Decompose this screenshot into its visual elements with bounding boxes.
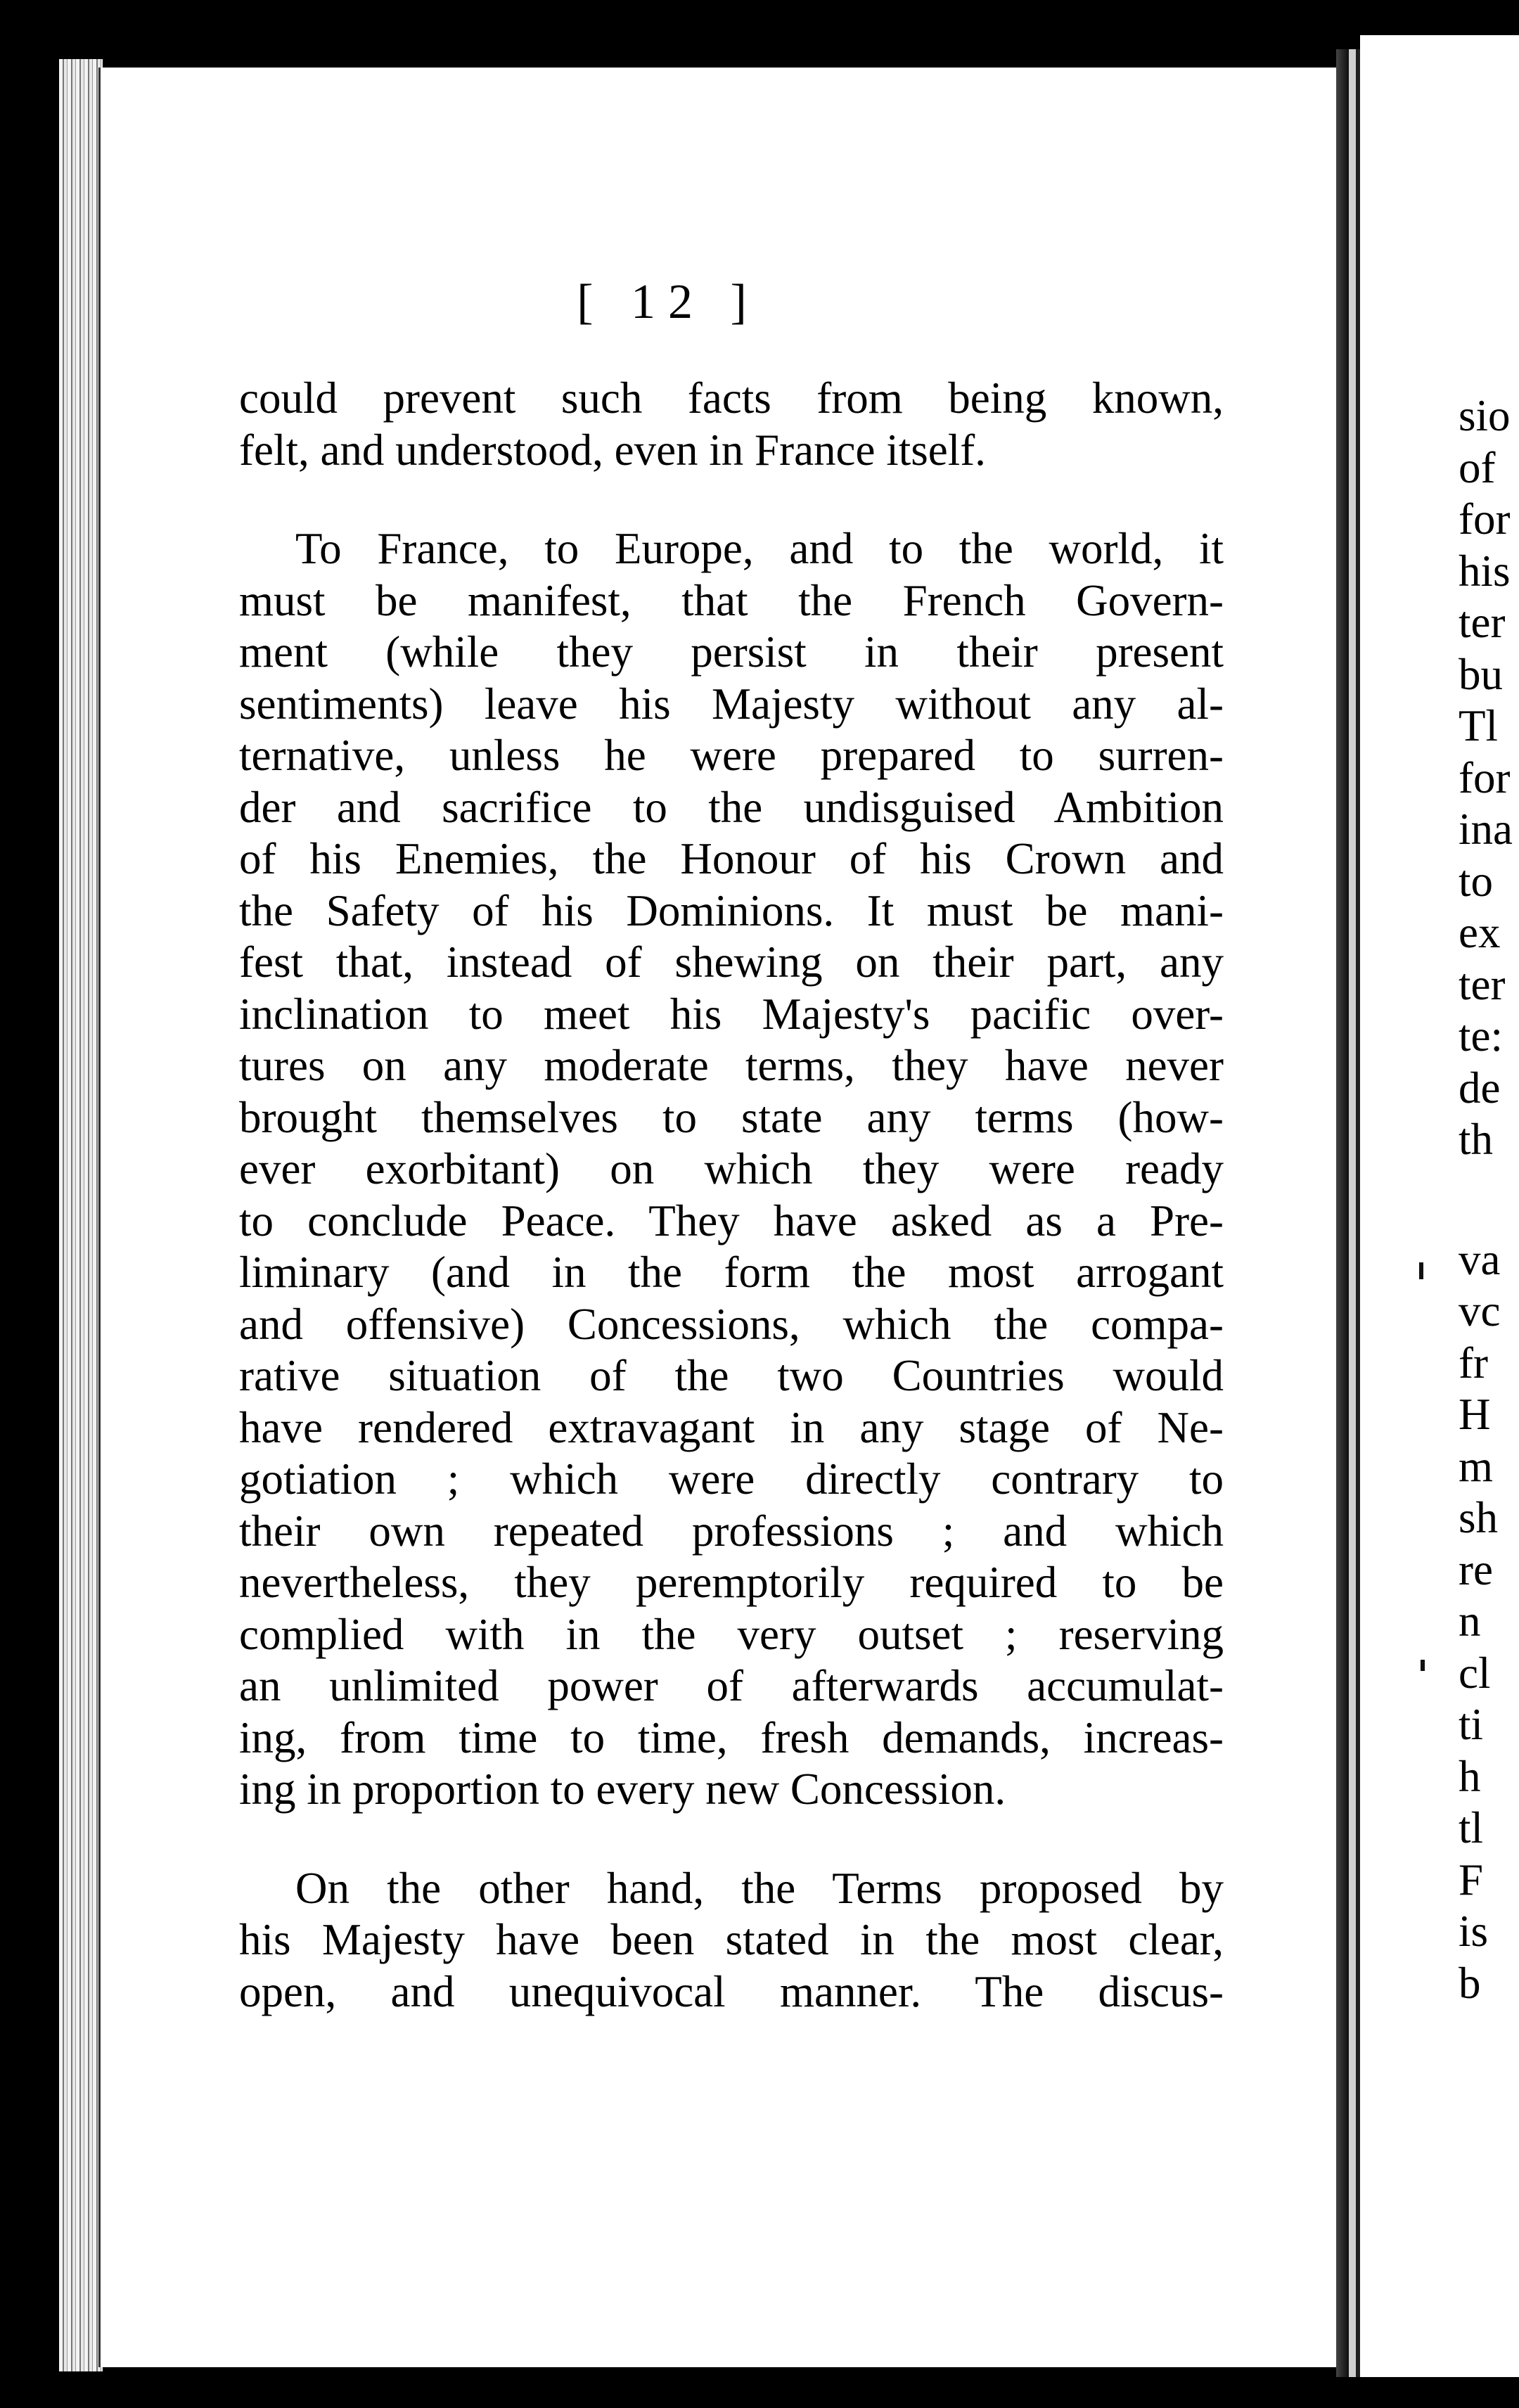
fragment: for (1459, 494, 1511, 544)
fragment: m (1459, 1441, 1494, 1491)
text-line: felt, and understood, even in France itself. (239, 425, 986, 475)
text-line: the Safety of his Dominions. It must be mani- (239, 885, 1224, 935)
fragment: ter (1459, 959, 1506, 1009)
text-line: brought themselves to state any terms (how- (239, 1092, 1224, 1142)
fragment: th (1459, 1115, 1494, 1164)
text-line: of his Enemies, the Honour of his Crown and (239, 834, 1224, 883)
fragment: Tl (1459, 701, 1498, 750)
text-line: inclination to meet his Majesty's pacific over- (239, 989, 1224, 1039)
fragment: of (1459, 442, 1496, 492)
fragment: ina (1459, 805, 1513, 854)
right-page-text-fragments (1459, 390, 1519, 2009)
fragment: fr (1459, 1338, 1488, 1388)
text-line: rative situation of the two Countries would (239, 1351, 1224, 1400)
fragment: to (1459, 856, 1494, 906)
fragment: F (1459, 1855, 1484, 1904)
fragment: h (1459, 1751, 1481, 1801)
gutter-highlight (1349, 49, 1356, 2384)
left-page-text (239, 373, 1224, 2018)
text-line: have rendered extravagant in any stage of Ne- (239, 1402, 1224, 1452)
page-edges (59, 59, 103, 2371)
text-line: ing in proportion to every new Concession. (239, 1765, 1006, 1814)
fragment: cl (1459, 1648, 1491, 1698)
text-line: ever exorbitant) on which they were ready (239, 1144, 1224, 1193)
text-line: ternative, unless he were prepared to surren- (239, 731, 1224, 780)
fragment: sh (1459, 1493, 1499, 1542)
fragment: n (1459, 1596, 1481, 1646)
text-line: der and sacrifice to the undisguised Ambition (239, 782, 1224, 832)
text-line: liminary (and in the form the most arrogant (239, 1248, 1224, 1297)
page-number: [ 12 ] (577, 275, 760, 329)
ink-speck (1419, 1262, 1423, 1279)
text-line: his Majesty have been stated in the most clear, (239, 1915, 1224, 1964)
text-line: could prevent such facts from being known, (239, 373, 1224, 423)
fragment: vc (1459, 1286, 1501, 1336)
fragment: is (1459, 1907, 1489, 1956)
text-line: To France, to Europe, and to the world, it (295, 524, 1224, 573)
scan-bottom-border (0, 2377, 1519, 2408)
fragment: his (1459, 546, 1511, 596)
text-line: an unlimited power of afterwards accumulat- (239, 1661, 1224, 1710)
text-line: gotiation ; which were directly contrary to (239, 1454, 1224, 1504)
fragment: re (1459, 1544, 1493, 1594)
text-line: to conclude Peace. They have asked as a Pre- (239, 1196, 1224, 1245)
fragment: b (1459, 1958, 1481, 2008)
fragment: tl (1459, 1803, 1484, 1852)
text-line: tures on any moderate terms, they have never (239, 1041, 1224, 1090)
fragment: sio (1459, 391, 1511, 440)
fragment: ter (1459, 598, 1506, 647)
text-line: ing, from time to time, fresh demands, increas- (239, 1712, 1224, 1762)
text-line: fest that, instead of shewing on their part, any (239, 937, 1224, 987)
fragment: te: (1459, 1011, 1503, 1061)
fragment: ex (1459, 908, 1501, 957)
book-gutter (1336, 49, 1360, 2384)
text-line: open, and unequivocal manner. The discus- (239, 1966, 1224, 2016)
fragment: bu (1459, 649, 1503, 699)
text-line: sentiments) leave his Majesty without any al- (239, 679, 1224, 729)
fragment: H (1459, 1390, 1491, 1439)
text-line: On the other hand, the Terms proposed by (295, 1863, 1224, 1913)
text-line: ment (while they persist in their present (239, 627, 1224, 677)
text-line: nevertheless, they peremptorily required to be (239, 1558, 1224, 1607)
fragment: ti (1459, 1700, 1484, 1749)
fragment: for (1459, 752, 1511, 802)
text-line: complied with in the very outset ; reserving (239, 1609, 1224, 1659)
ink-speck (1421, 1660, 1425, 1671)
fragment: va (1459, 1234, 1501, 1284)
fragment: de (1459, 1063, 1501, 1113)
text-line: must be manifest, that the French Govern- (239, 575, 1224, 625)
text-line: and offensive) Concessions, which the compa- (239, 1299, 1224, 1349)
text-line: their own repeated professions ; and which (239, 1506, 1224, 1556)
